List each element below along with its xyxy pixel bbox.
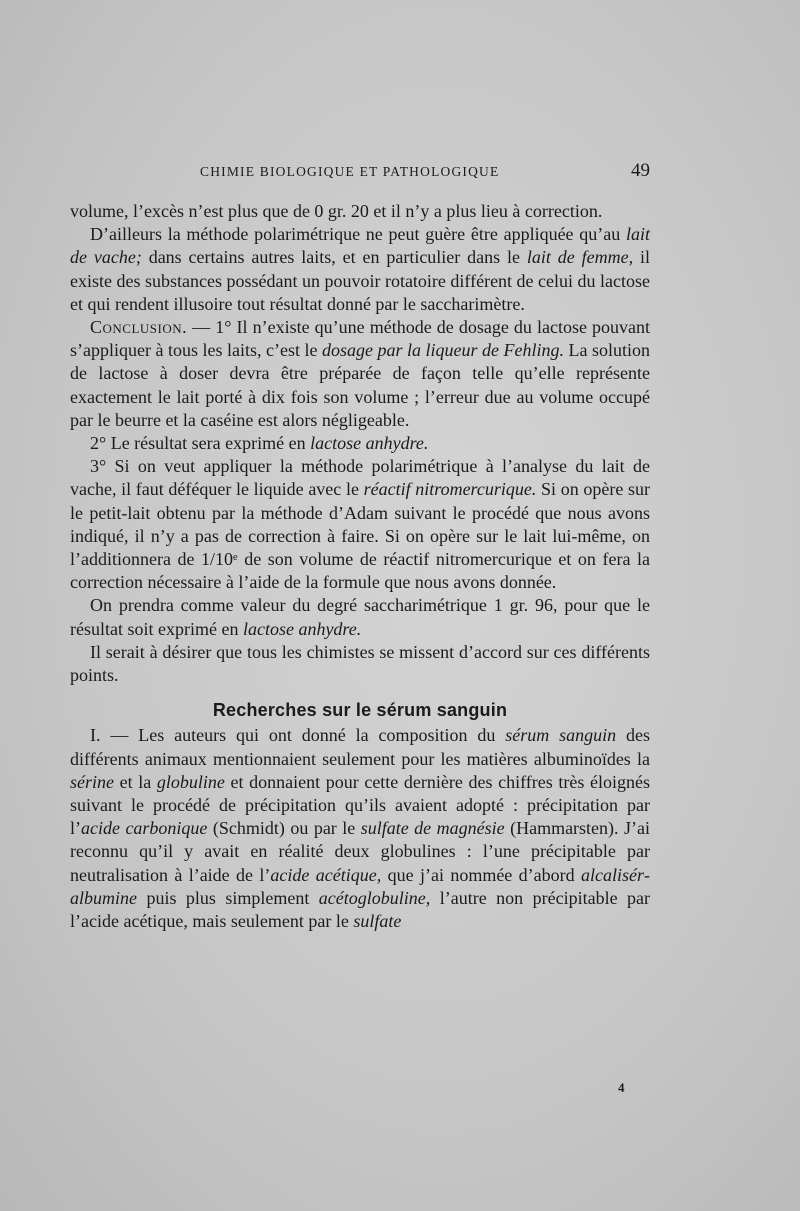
- text-run: (Hammarsten). J’ai reconnu qu’il y avait en réalité deux globulines : l’une précipitable par neutralisation à l’aide de l’: [70, 818, 650, 885]
- section-heading: Recherches sur le sérum sanguin: [212, 700, 508, 721]
- page-body: [70, 200, 650, 933]
- italic-run: alcaliséralbumine: [70, 864, 651, 908]
- running-title: CHIMIE BIOLOGIQUE ET PATHOLOGIQUE: [200, 164, 500, 179]
- text-run: et la: [114, 771, 157, 792]
- text-run: 3° Si on veut appliquer la méthode polarimétrique à l’analyse du lait de vache, il faut déféquer le liquide avec le: [70, 456, 650, 500]
- italic-run: lactose anhydre.: [242, 618, 362, 639]
- text-run: l’autre non précipitable par l’acide acétique, mais seulement par le: [70, 887, 650, 932]
- italic-run: acide acétique,: [270, 864, 382, 885]
- paragraph-8: [70, 724, 650, 933]
- text-run: 2° Le résultat sera exprimé en: [90, 433, 311, 454]
- text-run: et donnaient pour cette dernière des chiffres très éloignés suivant le procédé de précipitation qu’ils avaient adopté : précipitation par l’: [70, 771, 650, 839]
- text-run: On prendra comme valeur du degré saccharimétrique 1 gr. 96, pour que le résultat soit exprimé en: [70, 595, 650, 639]
- italic-run: sérine: [70, 771, 114, 792]
- text-run: I. — Les auteurs qui ont donné la composition du: [90, 725, 506, 746]
- italic-run: lait de vache;: [70, 224, 650, 268]
- italic-run: sulfate: [353, 911, 402, 932]
- text-run: dans certains autres laits, et en particulier dans le: [141, 247, 527, 268]
- paragraph-4: [70, 432, 650, 455]
- text-run: — 1° Il n’existe qu’une méthode de dosage du lactose pouvant s’appliquer à tous les laits, c’est le: [70, 317, 650, 361]
- text-run: il existe des substances possédant un pouvoir rotatoire différent de celui du lactose et qui rendent illusoire tout résultat donné par le saccharimètre.: [70, 247, 650, 314]
- italic-run: dosage par la liqueur de Fehling.: [321, 340, 564, 361]
- italic-run: réactif nitromercurique.: [363, 479, 537, 500]
- page-number: 49: [631, 160, 650, 181]
- text-run: puis plus simplement: [137, 887, 319, 908]
- text-run: des différents animaux mentionnaient seulement pour les matières albuminoïdes la: [70, 725, 650, 769]
- paragraph-6: [70, 594, 650, 640]
- page-header: [70, 160, 650, 190]
- paragraph-2: [70, 223, 650, 316]
- italic-run: sérum sanguin: [505, 725, 617, 746]
- italic-run: lait de femme,: [526, 247, 634, 268]
- italic-run: globuline: [156, 771, 225, 792]
- paragraph-7: [70, 641, 650, 687]
- text-run: Il serait à désirer que tous les chimistes se missent d’accord sur ces différents points.: [70, 641, 650, 686]
- text-run: que j’ai nommée d’abord: [381, 864, 582, 885]
- paragraph-1-text: volume, l’excès n’est plus que de 0 gr. 20 et il n’y a plus lieu à correction.: [70, 201, 603, 221]
- italic-run: lactose anhydre.: [310, 433, 429, 454]
- paragraph-5: [70, 455, 650, 594]
- text-run: (Schmidt) ou par le: [207, 818, 361, 839]
- text-run: La solution de lactose à doser devra être préparée de façon telle qu’elle représente exactement le lait porté à dix fois son volume ; l’erreur due au volume occupé par le beurre et la caséine est alors négligeable.: [70, 340, 650, 430]
- signature-mark: 4: [618, 1080, 625, 1095]
- paragraph-1: [70, 200, 650, 223]
- text-run: Si on opère sur le petit-lait obtenu par la méthode d’Adam suivant le procédé que nous avons indiqué, il n’y a pas de correction à faire. Si on opère sur le lait lui-même, on l’additionnera de 1/10ᵉ de son volume de réactif nitromercurique et on fera la correction nécessaire à l’aide de la formule que nous avons donnée.: [70, 479, 650, 593]
- paragraph-conclusion: [70, 316, 650, 432]
- italic-run: sulfate de magnésie: [360, 818, 505, 839]
- text-run: D’ailleurs la méthode polarimétrique ne peut guère être appliquée qu’au: [90, 224, 626, 245]
- italic-run: acide carbonique: [81, 818, 208, 839]
- italic-run: acétoglobuline,: [318, 887, 431, 908]
- conclusion-label: Conclusion.: [90, 317, 188, 338]
